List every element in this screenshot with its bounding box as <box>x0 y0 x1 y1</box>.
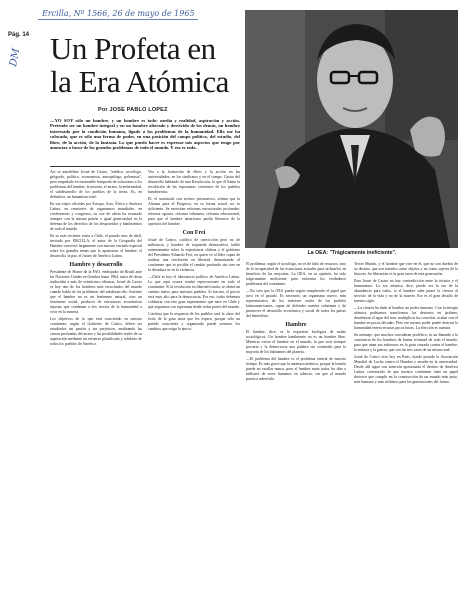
photo-caption: La OEA: "Trágicamente ineficiente". <box>307 250 397 256</box>
byline: Por JOSE PABLO LOPEZ <box>98 107 168 113</box>
col2-paragraph: El, el sustancial con acertos persuasivos, afirma que la Alianza para el Progreso, en su forma actual, no es suficiente. Se necesitan reformas estructurales profundas: reforma agraria, reforma tributaria, reforma educacional, para que el hombre americano pueda liberarse de la opresión del hambre. <box>148 197 240 226</box>
col4-paragraph: Tercer Mundo, y el hombre que vive en él, que no son dueños de su destino, que son tratados como objetos y no como sujetos de la historia. Su liberación es la gran tarea de esta generación. <box>354 262 458 276</box>
col2-paragraph: Josué de Castro, católico de convicción pero no de militancia, y hombre de izquierda democrática, habló extensamente sobre la experiencia chilena y el gobierno del Presidente Eduardo Frei, en quien ve al líder capaz de realizar una revolución en libertad, demostrando al continente que es posible el cambio profundo sin caer en la dictadura ni en la violencia. <box>148 238 240 272</box>
col1-paragraph: Los objetivos de lo que está ocurriendo en nuestro continente, según el Gobierno de Castro, deben ser estudiados sin pasión y sin prejuicios, analizando las causas profundas del atraso y las posibilidades reales de su superación mediante un esfuerzo planificado y solidario de todos los pueblos de América. <box>50 317 142 346</box>
headline-line2: la Era Atómica <box>50 64 229 99</box>
margin-mark: DM <box>8 47 23 68</box>
col3-paragraph: —El problema del hambre es el problema central de nuestro tiempo. Es más grave que la amenaza atómica, porque la bomba puede no estallar nunca, pero el hambre mata todos los días a millones de seres humanos en silencio, sin que el mundo parezca advertirlo. <box>246 357 346 381</box>
col1-paragraph: Así se autodefine Josué de Castro, "médico, sociólogo, geógrafo, político, economista, antropólogo, polemista", pero empeñado en incansable búsqueda de soluciones a los problemas del hambre, la miseria, el atraso, la enfermedad, el subdesarrollo de los pueblos de la tierra. Es, en definitiva, un humanista total. <box>50 170 142 199</box>
col4-paragraph: —La ciencia ha dado al hombre un poder inmenso. Con la energía atómica podríamos transformar los desiertos en jardines, desalinizar el agua del mar, multiplicar las cosechas, acabar con el hambre en pocas décadas. Pero ese mismo poder puede destruir la humanidad entera en unas pocas horas. La elección es nuestra. <box>354 306 458 330</box>
col4-paragraph: Para Josué de Castro no hay contradicción entre la técnica y el humanismo. La era atómica, dice, puede ser la era de la abundancia para todos, si el hombre sabe poner la ciencia al servicio de la vida y no de la muerte. Ese es el gran desafío de nuestro siglo. <box>354 279 458 303</box>
handwritten-underline <box>38 19 198 20</box>
col1-paragraph: Presidente de Honor de la FAO, embajador de Brasil ante las Naciones Unidas en Ginebra hasta 1964, autor de obras traducidas a más de veinticinco idiomas, Josué de Castro es hoy uno de los hombres más escuchados del mundo cuando habla de los problemas del subdesarrollo. Sostiene que el hambre no es un fenómeno natural, sino un fenómeno social, producto de estructuras económicas injustas que condenan a dos tercios de la humanidad a vivir en la miseria. <box>50 270 142 314</box>
col2-paragraph: Confiesa que la respuesta de los pueblos será la clave del éxito de la gran tarea que les espera, porque sólo un pueblo consciente y organizado puede sostener los cambios que exige la época. <box>148 312 240 331</box>
col2-paragraph: Vea a la formación de élites y la acción en las universidades, en los sindicatos y en el campo. Castro del desarrollo hablando de una Revolución, lo que él llama la revolución de las esperanzas crecientes de los pueblos hambrientos. <box>148 170 240 194</box>
col4-paragraph: Josué de Castro vive hoy en París, donde preside la Asociación Mundial de Lucha contra el Hambre y enseña en la universidad. Desde allí sigue con atención apasionada el destino de América Latina, convencido de que nuestro continente tiene un papel decisivo que cumplir en la construcción de un mundo más justo, más humano y más solidario para las generaciones del futuro. <box>354 355 458 384</box>
lead-divider <box>50 166 240 167</box>
col1-paragraph: En su más reciente visita a Chile, el pasado mes de abril, invitado por ERCILLA, el autor de la Geografía del Hambre conversó largamente con nuestro enviado especial sobre los grandes temas que lo apasionan: el hambre, el desarrollo, la paz, el futuro de América Latina. <box>50 234 142 258</box>
lead-paragraph-block <box>50 118 240 164</box>
col2-paragraph: —Chile es hoy el laboratorio político de América Latina. Lo que aquí ocurra tendrá repercusiones en todo el continente. Si la revolución en libertad triunfa, se abrirá un camino nuevo para nuestros pueblos. Si fracasa, el precio será muy alto para la democracia. Por eso, todos debemos colaborar con este gran experimento que nace en Chile y que seguimos con esperanza desde todas partes del mundo. <box>148 275 240 309</box>
headline-line1: Un Profeta en <box>50 31 216 66</box>
lead-paragraph: —YO SOY sólo un hombre, y un hombre es todo: media y realidad, aspiración y acción. Pretendo ser un hombre integral y en un hombre alterado y desvivido de los demás, un hombre interesado por la condición humana, ligado a los problemas de la humanidad. Ello me ha colocado, que es sólo una forma de poder, en una posición del campo político, del estudio, del libro, de la acción, de la fantasía. Lo que puedo hacer es expresar mis aspectos que tengo por anunciar a favor de los grandes problemas de todo el mundo. Y eso es todo. <box>50 118 240 151</box>
column-3 <box>246 262 346 595</box>
col4-paragraph: Su mensaje, que muchos consideran profético, es un llamado a la conciencia de los hombres de buena voluntad de todo el mundo, para que unan sus esfuerzos en la gran cruzada contra el hambre, la miseria y la guerra, que son las tres caras de un mismo mal. <box>354 333 458 352</box>
column-2 <box>148 170 240 595</box>
subhead-hambre: Hambre <box>285 322 307 328</box>
column-4 <box>354 262 458 595</box>
column-1 <box>50 170 142 595</box>
portrait-photo <box>245 10 458 248</box>
page-number: Pág. 14 <box>8 32 30 38</box>
subhead-con-frei: Con Frei <box>182 230 206 236</box>
col3-paragraph: El hambre, dice, es la expresión biológica de males sociológicos. Un hombre hambriento no es un hombre libre. Mientras exista el hambre en el mundo, la paz será siempre precaria y la democracia una palabra sin contenido para la mayoría de los habitantes del planeta. <box>246 330 346 354</box>
col1-paragraph: En sus viajes oficiales por Europa, Asia, África y América Latina, en reuniones de organismos mundiales, en conferencias y congresos, su voz de alerta ha resonado siempre con la misma pasión e igual generosidad en la defensa de los derechos de los desposeídos y hambrientos de todo el mundo. <box>50 202 142 231</box>
subhead-hambre-desarrollo: Hambre y desarrollo <box>69 262 123 268</box>
col3-paragraph: —No creo que la OEA pueda seguir cumpliendo el papel que tuvo en el pasado. Es necesario un organismo nuevo, más representativo de los intereses reales de los pueblos latinoamericanos, capaz de defender nuestra soberanía y de promover el desarrollo económico y social de todos los países del hemisferio. <box>246 289 346 318</box>
handwritten-date-note: Ercilla, Nº 1566, 26 de mayo de 1965 <box>42 9 195 18</box>
portrait-illustration <box>245 10 458 248</box>
col3-paragraph: El problema, según el sociólogo, no es de falta de recursos, sino de la incapacidad de las estructuras actuales para utilizarlos en beneficio de las mayorías. La OEA, en su opinión, ha sido trágicamente ineficiente para enfrentar los verdaderos problemas del continente. <box>246 262 346 286</box>
